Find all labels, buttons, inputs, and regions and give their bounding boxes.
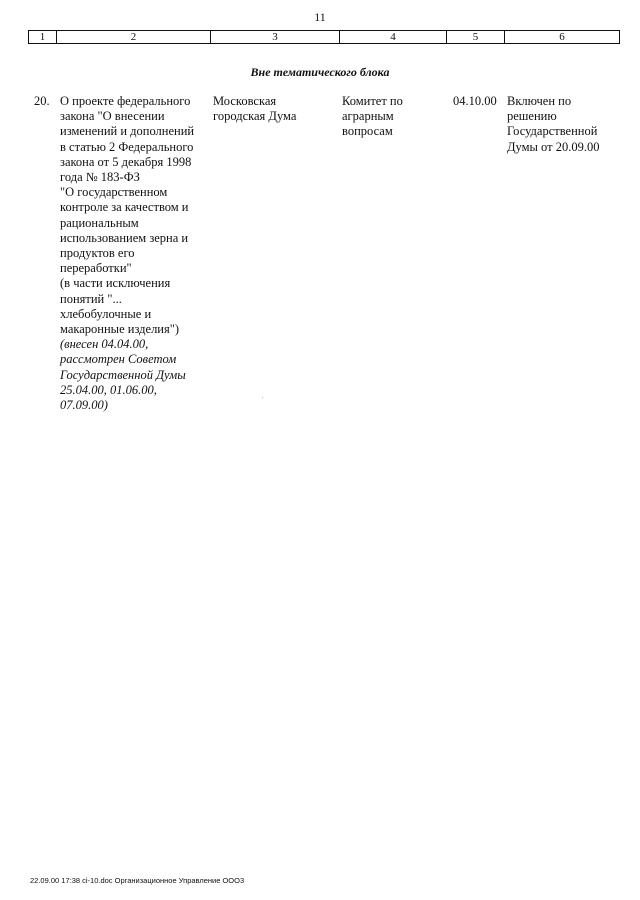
bill-title-line: (в части исключения (60, 276, 171, 291)
subject-line: Московская (213, 94, 277, 108)
bill-note-line: рассмотрен Советом (60, 352, 177, 367)
legislative-subject (213, 94, 333, 124)
column-number-cell: 1 (29, 31, 57, 44)
bill-title (60, 94, 210, 413)
bill-title-line: закона от 5 декабря 1998 (60, 154, 192, 169)
decision-line: Государственной (507, 124, 598, 139)
bill-title-line: понятий "... (60, 291, 122, 306)
bill-title-line: макаронные изделия") (60, 322, 180, 337)
column-number-cell: 6 (505, 31, 620, 44)
page-number: 11 (314, 10, 326, 24)
bill-note-line: 25.04.00, 01.06.00, (60, 382, 157, 397)
bill-title-line: переработки" (60, 261, 132, 276)
bill-title-line: в статью 2 Федерального (60, 139, 194, 154)
review-date: 04.10.00 (453, 94, 497, 108)
bill-title-line: изменений и дополнений (60, 124, 195, 139)
column-number-cell: 5 (447, 31, 505, 44)
bill-note-line: (внесен 04.04.00, (60, 337, 149, 352)
decision-line: Включен по (507, 94, 572, 108)
scan-speck (262, 397, 263, 398)
bill-title-line: О проекте федерального (60, 94, 191, 108)
committee-line: вопросам (342, 124, 393, 139)
decision-line: Думы от 20.09.00 (507, 139, 600, 154)
column-number-header (28, 30, 620, 44)
committee-line: Комитет по (342, 94, 403, 108)
subject-line: городская Дума (213, 109, 297, 124)
bill-title-line: продуктов его (60, 246, 135, 261)
committee-line: аграрным (342, 109, 394, 124)
bill-title-line: контроле за качеством и (60, 200, 189, 215)
bill-title-line: года № 183-ФЗ (60, 170, 140, 185)
bill-title-line: "О государственном (60, 185, 168, 200)
bill-title-line: использованием зерна и (60, 230, 189, 245)
column-number-cell: 2 (57, 31, 211, 44)
column-number-cell: 3 (211, 31, 340, 44)
bill-note-line: 07.09.00) (60, 398, 108, 413)
document-footer: 22.09.00 17:38 ci-10.doc Организационное Управление ООО3 (30, 876, 245, 885)
responsible-committee (342, 94, 442, 140)
bill-title-line: хлебобулочные и (60, 306, 152, 321)
column-number-cell: 4 (340, 31, 447, 44)
bill-title-line: закона "О внесении (60, 109, 165, 124)
decision-line: решению (507, 109, 557, 124)
column-number-row (29, 31, 620, 44)
bill-note-line: Государственной Думы (60, 367, 186, 382)
bill-title-line: рациональным (60, 215, 139, 230)
section-heading: Вне тематического блока (250, 65, 390, 79)
row-number: 20. (34, 94, 50, 108)
inclusion-decision (507, 94, 617, 155)
